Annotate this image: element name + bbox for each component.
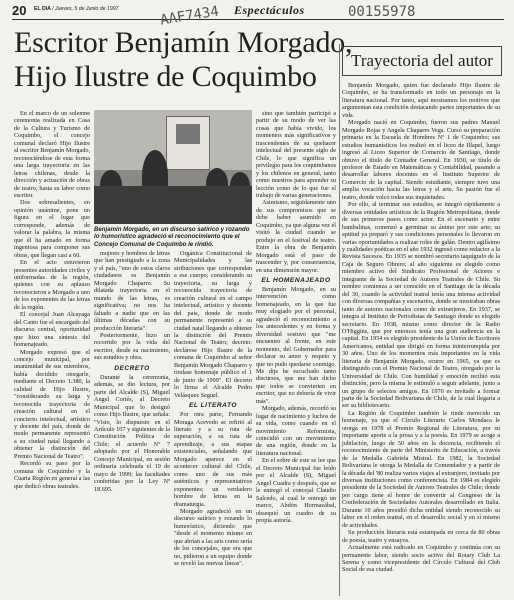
paragraph: Asimismo, seguidamente uno de sus compromisos que se debe haber asumido en Coquimbo, ya que alguna vez él visitó la ciudad cuando se produjo en el festival de teatro. Entre la obra de Benjamín Morgado está el paso de trascender y, por consecuencia, en una dimensión mayor. [256, 199, 336, 274]
paragraph: Dos sobresalientes, en opinión unánime, pone un figura en el lugar que corresponde, además de valorar la palabra, la misma que él ha amado en forma ingeniosa para componer sus obras, que llegan casi a 60. [14, 199, 90, 259]
paragraph: Actualmente está radicado en Coquimbo y continúa con su permanente labor, siendo socio activo del Rotary Club La Serena y como vicepresidente del Círculo Cultural del Club Social de esa ciudad. [342, 544, 500, 574]
paper-name: EL DIA [34, 6, 51, 12]
article-column-1 [14, 110, 90, 490]
paragraph: Morgado, además, recordó su lugar de nacimiento y luchos de su vida, como cuando en el movimiento Reformista, coincidió con un movimiento de una región, donde en la literatura nacional. [256, 405, 336, 457]
subheading-decreto: DECRETO [114, 364, 150, 372]
sidebar-title: Trayectoria del autor [342, 46, 502, 76]
paragraph: En el sobre de este se lee que el Decreto Municipal fue leído por el Alcalde (S), Miguel Angel Cuadra y después, que se le entregó el concejal Claudio Salcedo, al cual le entregó un marco, Abdón Hormazábal, obsequió un cuadro de su propia autoría. [256, 457, 336, 525]
event-photo [94, 110, 252, 224]
paragraph: Orgánica Constitucional de Municipalidades y las atribuciones que correspondan a ese cuerpo; considerando su trayectoria, su larga y reconocida trayectoria de creación cultural en el campo intelectual, artístico y docente del país, donde de modo permanente representó a su ciudad natal llegando a obtener la distinción del Premio Nacional de Teatro; decreto: declárese Hijo Ilustre de la comuna de Coquimbo al señor Benjamín Morgado Chaparro y rindase homenaje público el 1 de junio de 1999". El decreto lo firma el Alcalde Pedro Velásquez Seguel. [174, 250, 252, 399]
paragraph: Benjamín Morgado, en su intervención como homenajeado, en la que fue muy elogiado por el personal, agradeció el reconocimiento a los antecedentes y en forma y diversidad sostuvo que "me encuentro al frente, en este momento, del Gobernador para declarar su amor y respeto y que no pudo quedarse conmigo. Me dije he escuchado tanto discursos, que me han dicho que todos se convierten en escritor, que no debería de vivir más". [256, 285, 336, 405]
subheading-el-homenajeado: EL HOMENAJEADO [261, 276, 331, 284]
paragraph: sino que también participó a partir de su modo de ver las cosas que había vivido, los momentos más significativos y trascendentes de su quehacer intelectual del presente siglo de Chile, lo que significa un privilegio para los coquimbanos y los chilenos en general, tanto como nuestros para aprender su lección como de lo que fue el trabajo de varias generaciones. [256, 110, 336, 199]
handwritten-code: AAF7434 [159, 3, 220, 29]
paragraph: En el marco de un solemne ceremonia realizada en Casa de la Cultura y Turismo de Coquimbo, el concejo comunal declaró Hijo Ilustre al escritor Benjamín Morgado, reconociéndose de esta forma una larga trayectoria en las letras chilenas, desde la dirección y actuación de obras de teatro, hasta su labor como escritor. [14, 110, 90, 199]
handwritten-code: 00155978 [348, 4, 416, 20]
photo-caption: Benjamín Morgado, en un discurso satírico y rozando lo humorístico agradeció el reconocimiento que el Concejo Comunal de Coquimbo le rindió. [94, 226, 250, 248]
paragraph: Durante la ceremonia, además, se dio lectura, por parte del Alcalde (S), Miguel Angel Cortés, al Decreto Municipal que lo designó como Hijo Ilustre, que señala: "Visto, lo dispuesto en el Artículo 107 y siguientes de la Constitución Política de Chile; el acuerdo Nº 7 adoptado por el Honorable Concejo Municipal, en sesión ordinaria celebrada el 19 de mayo de 1999; las facultades conferidas por la Ley Nº 18.695. [94, 373, 170, 493]
paragraph: Morgado agradeció en un discurso satírico y rozando lo humorístico, diciendo que "desde el momento mismo en que abrían a las seis como sería de los concejales, que era que no, pidieron a un equipo donde se reveló las nuevas líneas". [174, 507, 253, 568]
headline: Escritor Benjamín Morgado, Hijo Ilustre de Coquimbo [14, 26, 353, 93]
paragraph: mujeres y hombres de letras que han prestigiado a la zona y el país, "uno de estos claros ciudadanos es Benjamín Morgado Chaparro. Su dilatada trayectoria en el mundo de las letras, es significativa; no nos ha faltado a nadie que en las últimas décadas con su producción literaria". [94, 250, 170, 332]
section-name: Espectáculos [234, 3, 305, 17]
article-column-3 [174, 250, 252, 568]
issue-date: / Jueves, 5 de Junio de 1997 [52, 6, 119, 12]
paragraph: Morgado expresó que el concejo municipal, por unanimidad de sus miembros, había decidido otorgarle, mediante el Decreto 1.380, la calidad de Hijo Ilustre, "considerando su larga y reconocida trayectoria de creación cultural en el concierto intelectual, artístico y docente del país, donde de modo permanente representó a su ciudad natal llegando a obtener la distinción del Premio Nacional de Teatro". [14, 348, 90, 460]
header-rule [12, 19, 504, 20]
paragraph: Morgado nació en Coquimbo, fueron sus padres Manuel Morgado Rojas y Angela Chaparro Vega. Cursó su preparación primaria en la Escuela de Hombres Nº 1 de Coquimbo; sus estudios humanísticos los realizó en el liceo de Illapel, luego ingresó al Liceo Superior de Comercio de Santiago, donde obtuvo el título de Contador General. En 1930, se título de profesor de Estado en Matemáticas y Contabilidad, pasando a desarrollar labores docentes en el Instituto Superior de Comercio de la capital. Siendo estudiante, siempre tuvo una amplia vocación hacia las letras y el arte. Su pasión fue el teatro, donde volcó todas sus inquietudes. [342, 119, 500, 201]
page-header [12, 0, 504, 20]
sidebar-body [342, 82, 500, 574]
subheading-el-literato: EL LITERATO [189, 402, 237, 410]
paragraph: El concejal Juan Alcayaga del Canto fue el encargado del discurso central, oportunidad que hizo una síntesis del homenajeado. [14, 311, 90, 349]
paragraph: Benjamín Morgado, quien fue declarado Hijo Ilustre de Coquimbo, se ha transformado en todo un personaje en la literatura nacional. Por tanto, aquí mostramos los motivos que argumentan esta condición destacando partes importantes de su vida. [342, 82, 500, 119]
paragraph: La Región de Coquimbo también le rinde merecido un homenaje, ya que el Círculo Literario Carlos Mondaca le otorga en 1978 el Premio Regional de Literatura, por su importante aporte a la prosa y a la poesía. En 1979 se acoge a jubilación, luego de 50 años en la docencia, recibiendo el reconocimiento de parte del Ministerio de Educación, a través de la Medalla Gabriela Mistral. En 1982, la Sociedad Bolivariana le otorga la Medalla de Comendador y a partir de la década del '80 realiza varios viajes al extranjero, invitado por diversas instituciones como conferencista. En 1984 es elegido presidente de la Sociedad de Autores Teatrales de Chile; donde por cargo tiene el honor de convertir al Congreso de la Confederación de Sociedades Autorales desarrollado en Italia. Durante 10 años presidió dicha entidad siendo reconocido su labor en el orden teatral, en el desarrollo social y en sí mismo de actividades. [342, 409, 500, 529]
article-column-2 [94, 250, 170, 493]
paragraph: En el acto estuvieron presentes autoridades civiles y uniformadas de la región, quienes con su aplauso reconocieron a Morgado a uno de los exponentes de las letras de la región. [14, 259, 90, 311]
article-column-4 [256, 110, 336, 524]
page-number: 20 [12, 3, 27, 18]
paragraph: Por otra parte, Fernando Moraga Acevedo se refirió al literato y a su ruta de superación, a su ruta de aprendizaje, a sus etapas existenciales, señalando que Morgado aparece en el acontecer cultural del Chile, como uno de sus más auténticos y representativos exponentes; un verdadero hombre de letras en la dramaturgia. [174, 411, 252, 508]
paragraph: Posteriormente, hizo un recorrido por la vida del escritor, desde su nacimiento, sus estudios y obra. [94, 331, 170, 362]
column-divider [339, 44, 340, 596]
paragraph: Su producción literaria está estampada en cerca de 80 obras de poesía, teatro y ensayos. [342, 529, 500, 544]
paragraph: Por ello, al terminar sus estudios, se integró rápidamente a diversas entidades artísticas de la Región Metropolitana, donde de sus primeros pasos como actor. En el escenario y entre bambalinas, comenzó a germinar su ánimo por este arte; su aptitud ya preparó y sus condiciones personales lo llevaron en varias oportunidades a realizar roles de galán. Dentro agilísimo y cualidades poéticas en el año 1932 ingresó como redactor a la Revista Sucesos. En 1935 se nombró secretario taquígrafo de la Caja de Seguro Obrero; al año siguiente es elegido como miembro activo del Sindicato Profesional de Actores e integrante de la Sociedad de Autores Teatrales de Chile. Su nombre comienza a ser conocido en el Santiago de la década del 30, cuando la actividad teatral tenía una intensa actividad con diversas compañías y escenarios, donde se mostraban obras tanto de autores nacionales como de extranjeros. En 1937, se integra al Instituto de Periodistas de Santiago donde es elegido secretario. En 1938, mismo como director de la Radio O'Higgins, que por entonces tenía una gran audiencia en la capital. En 1954 es elegido presidente de la Unión de Escritores Americanos, entidad que dirigió en forma ininterrumpida por 30 años. Uno de los momentos más importantes en la vida literaria de Benjamín Morgado, ocurre en 1965, ya que es distinguido con el Premio Nacional de Teatro, otorgado por la Universidad de Chile. Con humildad y emoción recibió esta distinción, pero la misma le estimuló a seguir adelante, junto a un grupo de selectos amigos. En 1970 es invitado a formar parte de la Sociedad Bolivariana de Chile, de la cual llegaría a ser su bibliotecario. [342, 201, 500, 410]
publication-info [34, 6, 119, 12]
paragraph: Recordó su paso por la comuna de Coquimbo y la Cuarta Región en general a las que dedicó obras teatrales. [14, 460, 90, 490]
